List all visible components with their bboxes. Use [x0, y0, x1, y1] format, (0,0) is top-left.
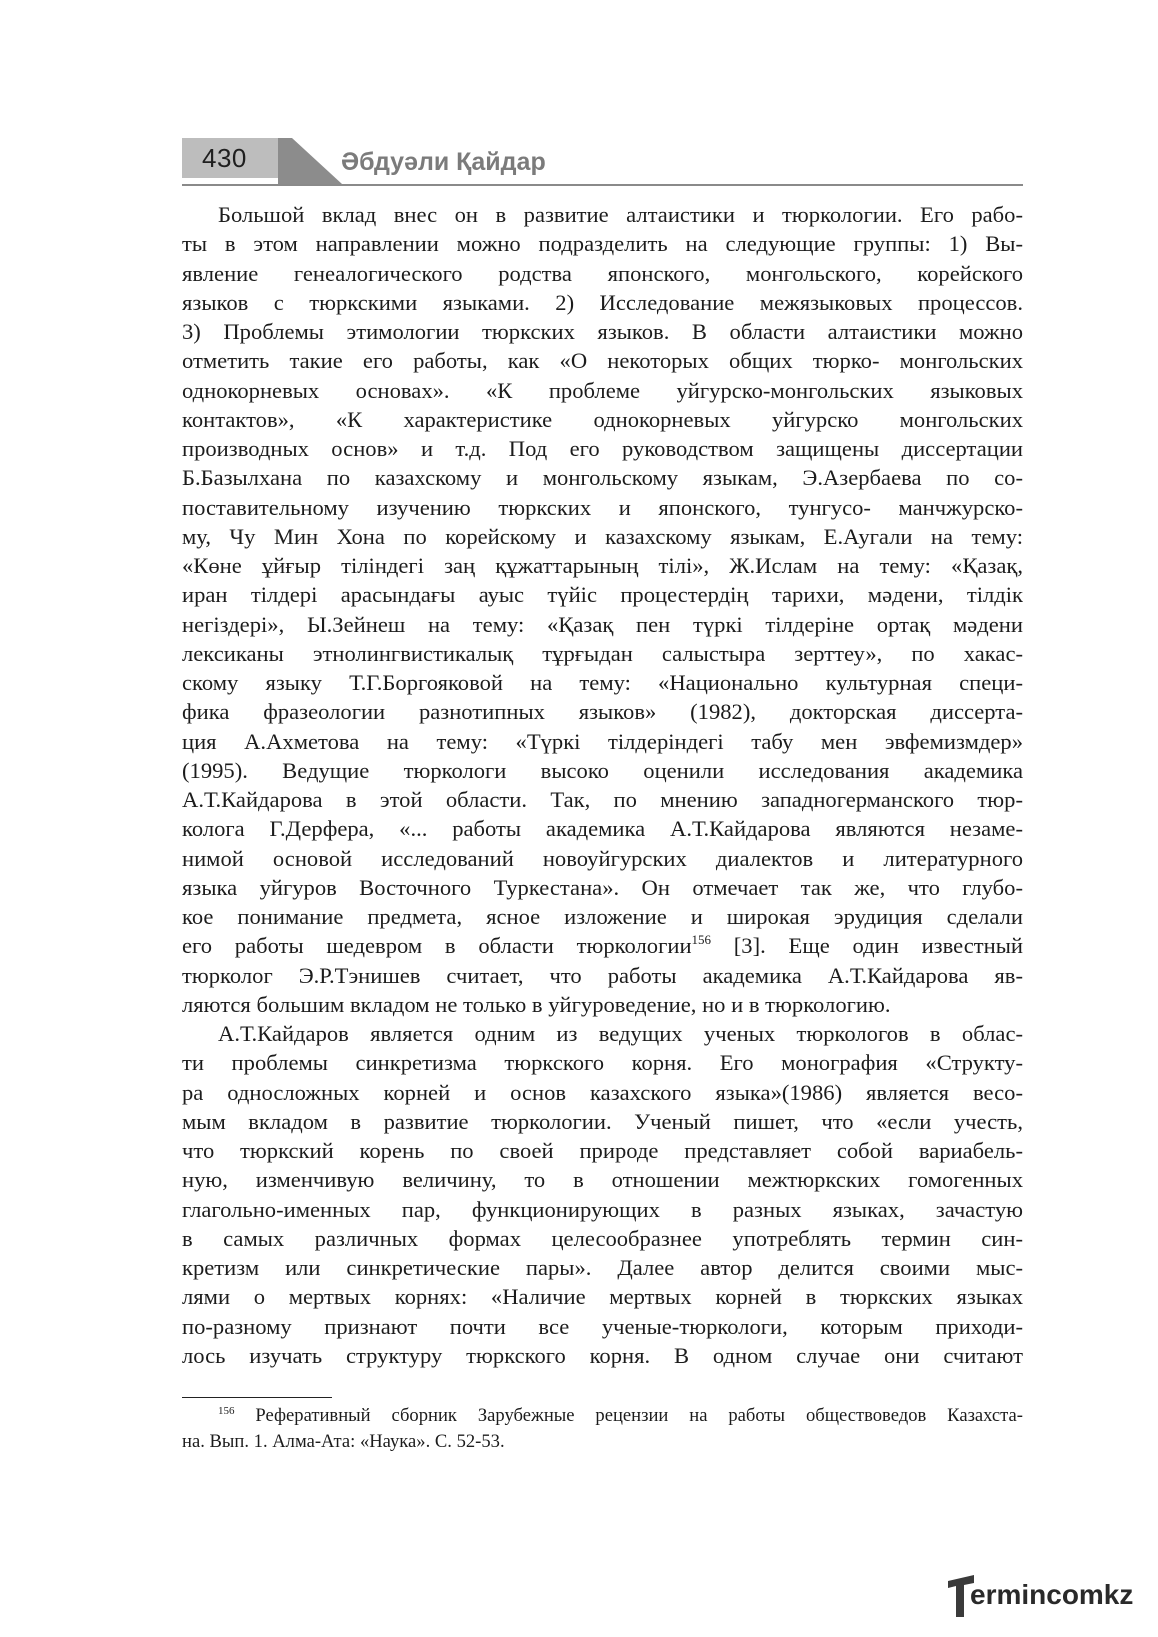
text-line: (1995). Ведущие тюркологи высоко оценили исследования академика: [182, 757, 1023, 783]
text-line: кретизм или синкретические пары». Далее автор делится своими мыс-: [182, 1255, 1023, 1280]
watermark-text: ermincom: [970, 1579, 1104, 1610]
body-text: [182, 200, 1023, 1370]
text-line: колога Г.Дерфера, «... работы академика А.Т.Кайдарова являются незаме-: [182, 816, 1023, 842]
text-line: ра односложных корней и основ казахского языка»(1986) является весо-: [182, 1079, 1023, 1105]
text-line: поставительному изучению тюркских и японского, тунгусо- манчжурско-: [182, 494, 1023, 520]
text-segment: его работы шедевром в области тюркологии: [182, 933, 692, 959]
text-line: мым вкладом в развитие тюркологии. Ученый пишет, что «если учесть,: [182, 1108, 1023, 1134]
text-line: глагольно-именных пар, функционирующих в разных языках, зачастую: [182, 1196, 1023, 1222]
text-line: в самых различных формах целесообразнее употреблять термин син-: [182, 1225, 1023, 1251]
text-line: языков с тюркскими языками. 2) Исследование межязыковых процессов.: [182, 289, 1023, 315]
page-header: [0, 0, 1158, 200]
text-line: ты в этом направлении можно подразделить на следующие группы: 1) Вы-: [182, 231, 1023, 257]
text-line: фика фразеологии разнотипных языков» (1982), докторская диссерта-: [182, 699, 1023, 725]
text-line: му, Чу Мин Хона по корейскому и казахскому языкам, Е.Аугали на тему:: [182, 523, 1023, 549]
watermark-domain: .kz: [1096, 1579, 1134, 1610]
text-line: 3) Проблемы этимологии тюркских языков. В области алтаистики можно: [182, 319, 1023, 344]
text-line: «Көне ұйғыр тіліндегі заң құжаттарының тілі», Ж.Ислам на тему: «Қазақ,: [182, 553, 1023, 578]
text-line: производных основ» и т.д. Под его руководством защищены диссертации: [182, 436, 1023, 461]
footnote-line: на. Вып. 1. Алма-Ата: «Наука». С. 52-53.: [182, 1431, 505, 1452]
text-line: лексиканы этнолингвистикалық тұрғыдан салыстыра зерттеу», по хакас-: [182, 640, 1023, 666]
text-line: ти проблемы синкретизма тюркского корня. Его монография «Структу-: [182, 1050, 1023, 1076]
text-line: иран тілдері арасындағы ауыс түйіс процестердің тарихи, мәдени, тілдік: [182, 582, 1023, 608]
text-line: ляются большим вкладом не только в уйгуроведение, но и в тюркологию.: [182, 991, 891, 1017]
header-rule: [182, 184, 1023, 186]
text-line: лями о мертвых корнях: «Наличие мертвых корней в тюркских языках: [182, 1284, 1023, 1310]
text-line: кое понимание предмета, ясное изложение и широкая эрудиция сделали: [182, 904, 1023, 929]
text-line: контактов», «К характеристике однокорневых уйгурско монгольских: [182, 406, 1023, 432]
text-segment: [3]. Еще один известный: [711, 933, 1023, 959]
text-line: по-разному признают почти все ученые-тюркологи, которым приходи-: [182, 1313, 1023, 1339]
text-line: Б.Базылхана по казахскому и монгольскому языкам, Э.Азербаева по со-: [182, 465, 1023, 491]
text-line: ция А.Ахметова на тему: «Түркі тілдеріндегі табу мен эвфемизмдер»: [182, 728, 1023, 754]
text-line: что тюркский корень по своей природе представляет собой вариабель-: [182, 1138, 1023, 1163]
header-wedge-shape: [278, 138, 348, 186]
text-line: языка уйгуров Восточного Туркестана». Он отмечает так же, что глубо-: [182, 874, 1023, 900]
footnote-number-wrap: [182, 1405, 235, 1426]
footnote-number: 156: [218, 1405, 235, 1417]
footnote-text: Реферативный сборник Зарубежные рецензии на работы обществоведов Казахста-: [234, 1405, 1023, 1426]
text-line: Большой вклад внес он в развитие алтаистики и тюркологии. Его рабо-: [218, 202, 1023, 227]
text-line: А.Т.Кайдарова в этой области. Так, по мнению западногерманского тюр-: [182, 787, 1023, 812]
text-line: явление генеалогического родства японского, монгольского, корейского: [182, 260, 1023, 286]
footnote-ref: 156: [691, 932, 712, 948]
page-number: 430: [202, 143, 247, 173]
text-line: отметить такие его работы, как «О некоторых общих тюрко- монгольских: [182, 348, 1023, 374]
text-line: тюрколог Э.Р.Тэнишев считает, что работы академика А.Т.Кайдарова яв-: [182, 962, 1023, 988]
termincom-watermark: [946, 1573, 1146, 1621]
footnote-rule: [182, 1397, 332, 1398]
text-line: А.Т.Кайдаров является одним из ведущих ученых тюркологов в облас-: [218, 1021, 1023, 1046]
text-line: ную, изменчивую величину, то в отношении межтюркских гомогенных: [182, 1167, 1023, 1193]
text-line: скому языку Т.Г.Боргояковой на тему: «Национально культурная специ-: [182, 670, 1023, 695]
footnote-line: [182, 1403, 1023, 1429]
text-line: однокорневых основах». «К проблеме уйгурско-монгольских языковых: [182, 377, 1023, 403]
running-head: Әбдуәли Қайдар: [341, 148, 546, 176]
text-line: нимой основой исследований новоуйгурских диалектов и литературного: [182, 845, 1023, 871]
text-line-with-footnote-ref: [182, 931, 1023, 960]
footnote: [182, 1403, 1023, 1455]
text-line: негіздері», Ы.Зейнеш на тему: «Қазақ пен түркі тілдеріне ортақ мәдени: [182, 611, 1023, 637]
text-line: лось изучать структуру тюркского корня. В одном случае они считают: [182, 1342, 1023, 1368]
